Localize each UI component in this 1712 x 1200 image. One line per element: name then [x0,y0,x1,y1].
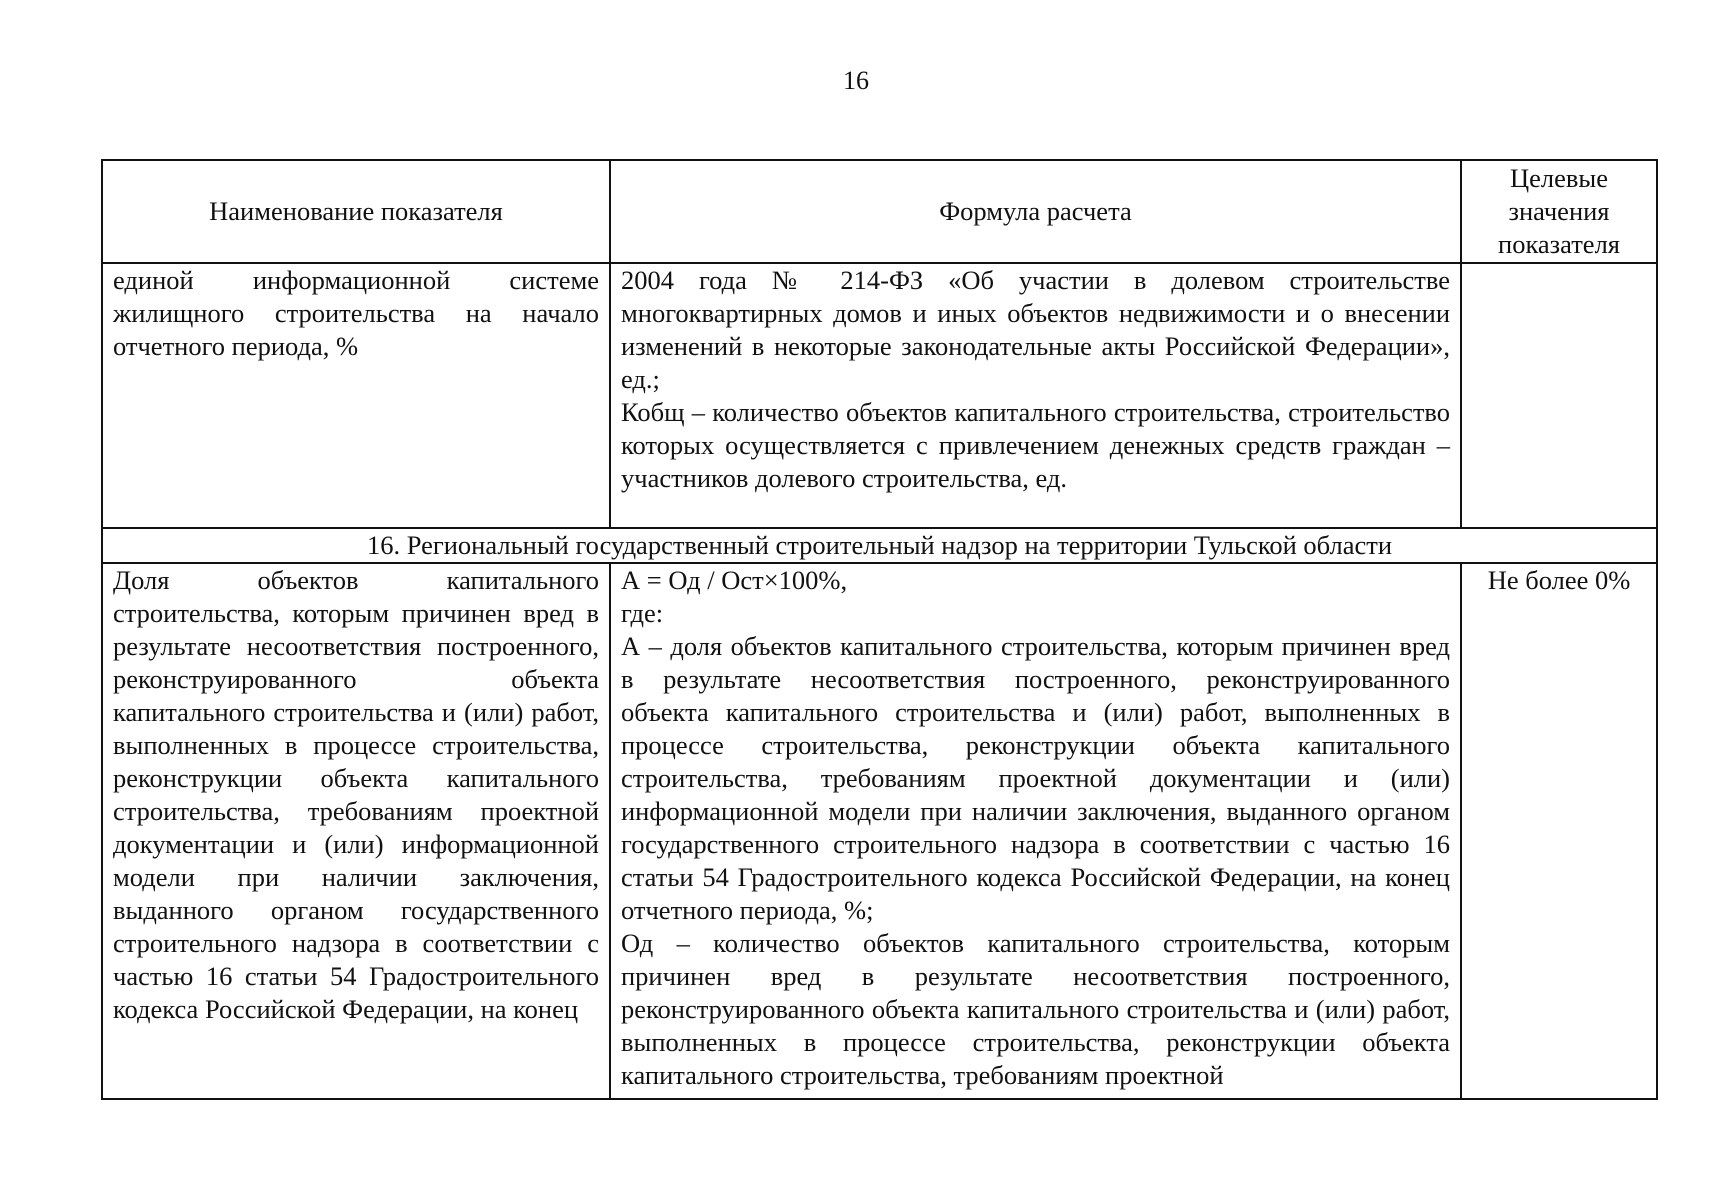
formula-cell [610,563,1461,1099]
formula-paragraph: А – доля объектов капитального строительства, которым причинен вред в результате несоответствия построенного, реконструированного объекта капитального строительства и (или) работ, выполненных в процессе строительства, реконструкции объекта капитального строительства, требованиям проектной документации и (или) информационной модели при наличии заключения, выданного органом государственного строительного надзора в соответствии с частью 16 статьи 54 Градостроительного кодекса Российской Федерации, на конец отчетного периода, %; [621,631,1450,925]
indicator-name-text: Доля объектов капитального строительства, которым причинен вред в результате несоответствия построенного, реконструированного объекта капитального строительства и (или) работ, выполненных в процессе строительства, реконструкции объекта капитального строительства, требованиям проектной документации и (или) информационной модели при наличии заключения, выданного органом государственного строительного надзора в соответствии с частью 16 статьи 54 Градостроительного кодекса Российской Федерации, на конец [113,565,599,1024]
target-value-text: Не более 0% [1487,565,1631,595]
indicator-name-cell [102,263,610,528]
formula-expression: А = Од / Ост×100%, [621,565,848,595]
formula-cell [610,263,1461,528]
table-row [102,263,1657,528]
section-heading: 16. Региональный государственный строительный надзор на территории Тульской области [102,528,1657,563]
indicators-table [101,159,1658,1100]
table-header-row [102,160,1657,263]
header-indicator-name: Наименование показателя [102,160,610,263]
formula-where: где: [621,598,664,628]
formula-paragraph: Кобщ – количество объектов капитального строительства, строительство которых осуществляется с привлечением денежных средств граждан – участников долевого строительства, ед. [621,397,1450,493]
page-number: 16 [843,66,869,95]
table-row [102,563,1657,1099]
target-value-cell [1461,563,1657,1099]
indicator-name-cell [102,563,610,1099]
formula-paragraph: 2004 года № 214-ФЗ «Об участии в долевом строительстве многоквартирных домов и иных объектов недвижимости и о внесении изменений в некоторые законодательные акты Российской Федерации», ед.; [621,265,1450,394]
header-formula: Формула расчета [610,160,1461,263]
indicator-name-text: единой информационной системе жилищного строительства на начало отчетного периода, % [113,265,599,361]
formula-paragraph: Од – количество объектов капитального строительства, которым причинен вред в результате несоответствия построенного, реконструированного объекта капитального строительства и (или) работ, выполненных в процессе строительства, реконструкции объекта капитального строительства, требованиям проектной [621,928,1450,1090]
target-value-cell [1461,263,1657,528]
section-heading-row [102,528,1657,563]
header-target-values: Целевые значения показателя [1461,160,1657,263]
